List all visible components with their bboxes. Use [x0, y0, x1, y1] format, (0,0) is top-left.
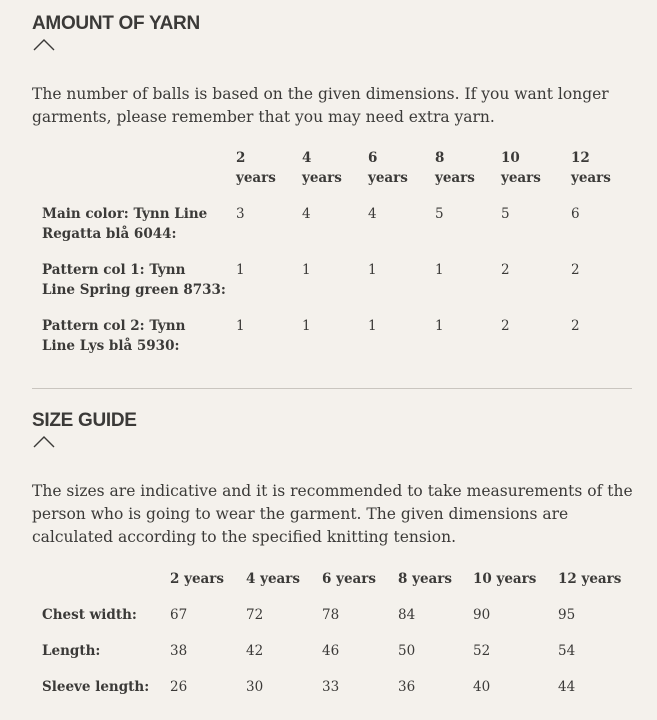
size-intro-text: The sizes are indicative and it is recommended to take measurements of the person who is going to wear the garment. The given dimensions are calculated according to the specified knitting tension. — [32, 482, 633, 546]
size-cell: 40 — [473, 679, 491, 695]
section-divider — [32, 388, 632, 389]
yarn-cell: 2 — [571, 262, 580, 278]
yarn-header-6: 6 years — [368, 150, 408, 186]
yarn-cell: 1 — [236, 262, 245, 278]
yarn-header-4: 4 years — [302, 150, 342, 186]
size-cell: 33 — [322, 679, 340, 695]
yarn-header-8: 8 years — [435, 150, 475, 186]
yarn-cell: 4 — [368, 206, 377, 222]
size-cell: 95 — [558, 607, 576, 623]
yarn-cell: 1 — [236, 318, 245, 334]
size-header: 12 years — [558, 571, 622, 587]
size-header: 8 years — [398, 571, 452, 587]
size-cell: 84 — [398, 607, 416, 623]
size-cell: 26 — [170, 679, 188, 695]
size-cell: 67 — [170, 607, 188, 623]
size-row-label-length: Length: — [42, 643, 101, 659]
yarn-cell: 3 — [236, 206, 245, 222]
yarn-section-title: AMOUNT OF YARN — [32, 13, 200, 34]
size-cell: 54 — [558, 643, 576, 659]
size-row-label-chest-width: Chest width: — [42, 607, 137, 623]
size-cell: 38 — [170, 643, 188, 659]
yarn-cell: 6 — [571, 206, 580, 222]
size-cell: 44 — [558, 679, 576, 695]
yarn-row-label-pattern-col-1: Pattern col 1: Tynn Line Spring green 8733: — [42, 262, 226, 298]
size-header: 10 years — [473, 571, 537, 587]
size-section-title: SIZE GUIDE — [32, 410, 137, 431]
yarn-cell: 5 — [435, 206, 444, 222]
yarn-cell: 1 — [368, 262, 377, 278]
size-collapse-chevron-up-icon[interactable] — [33, 435, 55, 448]
size-cell: 42 — [246, 643, 264, 659]
yarn-row-label-main-color: Main color: Tynn Line Regatta blå 6044: — [42, 206, 208, 242]
size-cell: 90 — [473, 607, 491, 623]
yarn-cell: 1 — [302, 262, 311, 278]
size-header: 2 years — [170, 571, 224, 587]
yarn-cell: 4 — [302, 206, 311, 222]
size-cell: 46 — [322, 643, 340, 659]
yarn-cell: 2 — [571, 318, 580, 334]
yarn-header-2: 2 years — [236, 150, 276, 186]
size-cell: 30 — [246, 679, 264, 695]
size-cell: 50 — [398, 643, 416, 659]
yarn-cell: 1 — [435, 318, 444, 334]
yarn-collapse-chevron-up-icon[interactable] — [33, 38, 55, 51]
yarn-intro-text: The number of balls is based on the given dimensions. If you want longer garments, please remember that you may need extra yarn. — [32, 85, 609, 126]
size-cell: 72 — [246, 607, 264, 623]
yarn-header-10: 10 years — [501, 150, 541, 186]
yarn-header-12: 12 years — [571, 150, 611, 186]
size-cell: 36 — [398, 679, 416, 695]
yarn-cell: 1 — [302, 318, 311, 334]
yarn-cell: 1 — [368, 318, 377, 334]
yarn-cell: 2 — [501, 318, 510, 334]
size-header: 6 years — [322, 571, 376, 587]
size-header: 4 years — [246, 571, 300, 587]
size-cell: 78 — [322, 607, 340, 623]
yarn-cell: 1 — [435, 262, 444, 278]
size-cell: 52 — [473, 643, 491, 659]
yarn-cell: 5 — [501, 206, 510, 222]
size-row-label-sleeve-length: Sleeve length: — [42, 679, 150, 695]
yarn-cell: 2 — [501, 262, 510, 278]
yarn-row-label-pattern-col-2: Pattern col 2: Tynn Line Lys blå 5930: — [42, 318, 186, 354]
